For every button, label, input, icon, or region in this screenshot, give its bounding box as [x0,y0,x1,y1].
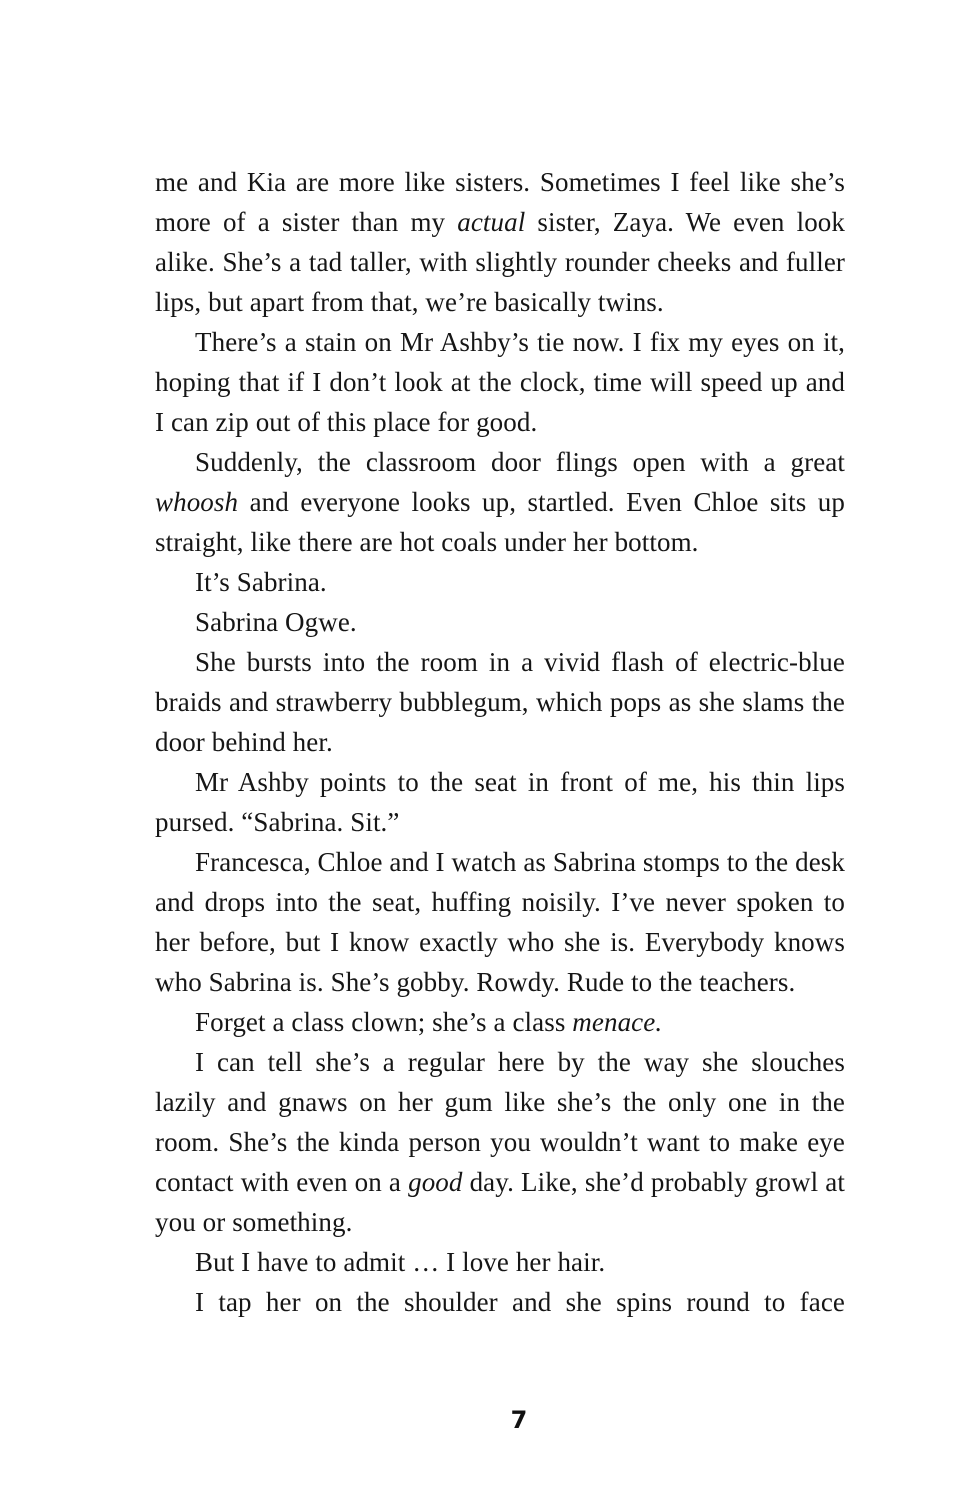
paragraph [155,1002,845,1042]
text-run: But I have to admit … I love her hair. [195,1247,606,1277]
paragraph [155,842,845,1002]
italic-text: menace. [572,1007,663,1037]
paragraph [155,162,845,322]
paragraph [155,762,845,842]
text-run: Suddenly, the classroom door flings open with a great [195,447,845,477]
italic-text: good [408,1167,463,1197]
text-run: day. Like, she’d probably growl at you or something. [155,1167,845,1237]
page-number: 7 [510,1406,528,1434]
paragraph [155,1042,845,1242]
text-run: It’s Sabrina. [195,567,327,597]
page-footer [419,1406,619,1434]
text-run: Mr Ashby points to the seat in front of me, his thin lips pursed. “Sabrina. Sit.” [155,767,845,837]
text-run: and everyone looks up, startled. Even Chloe sits up straight, like there are hot coals under her bottom. [155,487,845,557]
paragraph [155,322,845,442]
text-run: She bursts into the room in a vivid flash of electric-blue braids and strawberry bubblegum, which pops as she slams the door behind her. [155,647,845,757]
text-run: me and Kia are more like sisters. Sometimes I feel like she’s more of a sister than my [155,167,845,237]
text-run: Francesca, Chloe and I watch as Sabrina stomps to the desk and drops into the seat, huffing noisily. I’ve never spoken to her before, but I know exactly who she is. Everybody knows who Sabrina is. She’s gobby. Rowdy. Rude to the teachers. [155,847,845,997]
text-run: I tap her on the shoulder and she spins round to face [195,1287,845,1317]
paragraph [155,1282,845,1322]
body-text [155,162,845,1322]
paragraph [155,642,845,762]
text-run: There’s a stain on Mr Ashby’s tie now. I fix my eyes on it, hoping that if I don’t look at the clock, time will speed up and I can zip out of this place for good. [155,327,845,437]
text-run: sister, Zaya. We even look alike. She’s a tad taller, with slightly rounder cheeks and fuller lips, but apart from that, we’re basically twins. [155,207,845,317]
text-run: I can tell she’s a regular here by the way she slouches lazily and gnaws on her gum like she’s the only one in the room. She’s the kinda person you wouldn’t want to make eye contact with even on a [155,1047,845,1197]
text-run: Sabrina Ogwe. [195,607,357,637]
italic-text: whoosh [155,487,239,517]
paragraph [155,442,845,562]
text-run: Forget a class clown; she’s a class [195,1007,573,1037]
paragraph [155,602,845,642]
italic-text: actual [457,207,526,237]
paragraph [155,562,845,602]
paragraph [155,1242,845,1282]
